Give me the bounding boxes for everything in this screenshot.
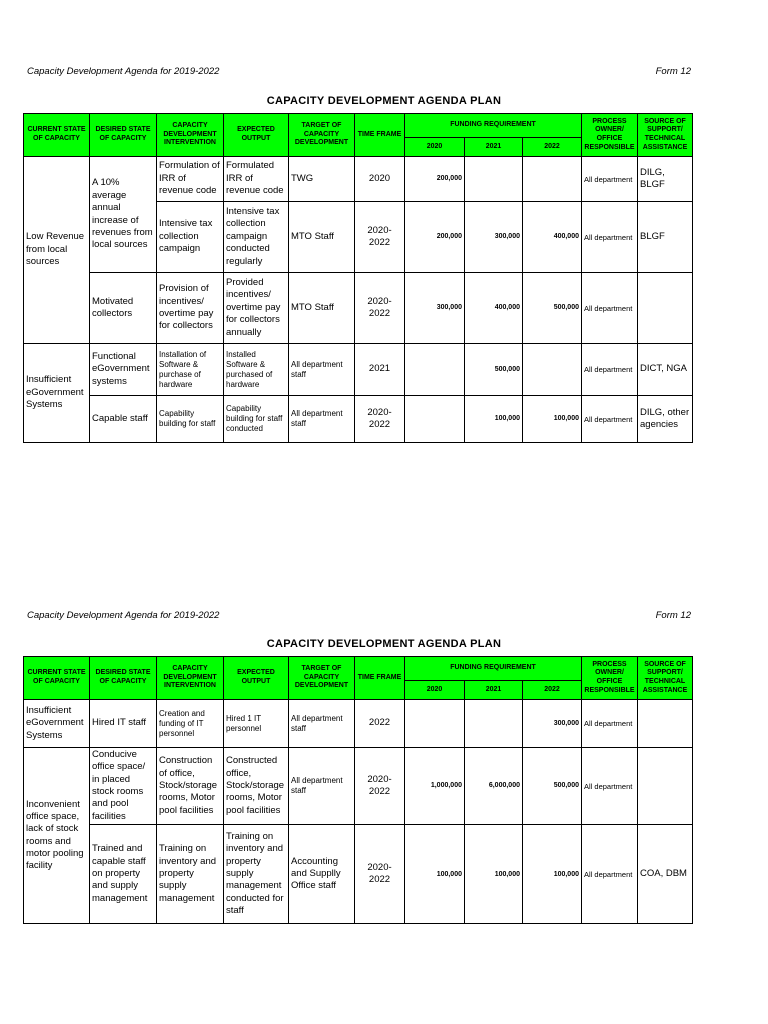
intervention-cell: Capability building for staff bbox=[157, 396, 224, 443]
owner-cell: All department bbox=[582, 273, 638, 344]
desired-state-cell: Hired IT staff bbox=[90, 700, 157, 748]
source-cell bbox=[638, 273, 693, 344]
output-cell: Training on inventory and property supply management conducted for staff bbox=[224, 825, 289, 924]
page-header bbox=[27, 66, 691, 80]
target-cell: MTO Staff bbox=[289, 273, 355, 344]
funding-2021-cell: 400,000 bbox=[465, 273, 523, 344]
funding-2021-cell: 500,000 bbox=[465, 344, 523, 396]
funding-2021-cell: 300,000 bbox=[465, 202, 523, 273]
intervention-cell: Training on inventory and property supply management bbox=[157, 825, 224, 924]
source-cell: DILG, other agencies bbox=[638, 396, 693, 443]
agenda-table bbox=[23, 113, 693, 443]
table-row bbox=[24, 748, 693, 825]
time-frame-cell: 2020 bbox=[355, 157, 405, 202]
col-funding: FUNDING REQUIREMENT bbox=[405, 114, 582, 138]
output-cell: Hired 1 IT personnel bbox=[224, 700, 289, 748]
col-intervention: CAPACITY DEVELOPMENT INTERVENTION bbox=[157, 657, 224, 700]
funding-2022-cell bbox=[523, 157, 582, 202]
col-process-owner: PROCESS OWNER/ OFFICE RESPONSIBLE bbox=[582, 114, 638, 157]
time-frame-cell: 2022 bbox=[355, 700, 405, 748]
col-time-frame: TIME FRAME bbox=[355, 657, 405, 700]
desired-state-cell: Capable staff bbox=[90, 396, 157, 443]
col-intervention: CAPACITY DEVELOPMENT INTERVENTION bbox=[157, 114, 224, 157]
funding-2022-cell: 100,000 bbox=[523, 396, 582, 443]
intervention-cell: Construction of office, Stock/storage rooms, Motor pool facilities bbox=[157, 748, 224, 825]
col-desired-state: DESIRED STATE OF CAPACITY bbox=[90, 114, 157, 157]
time-frame-cell: 2021 bbox=[355, 344, 405, 396]
table-row bbox=[24, 344, 693, 396]
target-cell: Accounting and Supplly Office staff bbox=[289, 825, 355, 924]
desired-state-cell: Conducive office space/ in placed stock rooms and pool facilities bbox=[90, 748, 157, 825]
funding-2021-cell: 6,000,000 bbox=[465, 748, 523, 825]
source-cell: DICT, NGA bbox=[638, 344, 693, 396]
agenda-table bbox=[23, 656, 693, 924]
table-row bbox=[24, 700, 693, 748]
funding-2021-cell bbox=[465, 157, 523, 202]
time-frame-cell: 2020-2022 bbox=[355, 273, 405, 344]
owner-cell: All department bbox=[582, 700, 638, 748]
owner-cell: All department bbox=[582, 344, 638, 396]
source-cell: BLGF bbox=[638, 202, 693, 273]
col-source: SOURCE OF SUPPORT/ TECHNICAL ASSISTANCE bbox=[638, 657, 693, 700]
col-funding: FUNDING REQUIREMENT bbox=[405, 657, 582, 681]
current-state-cell: Inconvenient office space, lack of stock rooms and motor pooling facility bbox=[24, 748, 90, 924]
col-time-frame: TIME FRAME bbox=[355, 114, 405, 157]
table-row bbox=[24, 396, 693, 443]
output-cell: Constructed office, Stock/storage rooms, Motor pool facilities bbox=[224, 748, 289, 825]
funding-2020-cell bbox=[405, 344, 465, 396]
owner-cell: All department bbox=[582, 202, 638, 273]
form-number: Form 12 bbox=[655, 66, 691, 77]
target-cell: All department staff bbox=[289, 344, 355, 396]
col-year-2021: 2021 bbox=[465, 681, 523, 700]
time-frame-cell: 2020-2022 bbox=[355, 202, 405, 273]
form-number: Form 12 bbox=[655, 610, 691, 621]
time-frame-cell: 2020-2022 bbox=[355, 825, 405, 924]
funding-2021-cell bbox=[465, 700, 523, 748]
table-row bbox=[24, 273, 693, 344]
funding-2022-cell: 100,000 bbox=[523, 825, 582, 924]
col-current-state: CURRENT STATE OF CAPACITY bbox=[24, 657, 90, 700]
page-header bbox=[27, 610, 691, 624]
funding-2020-cell bbox=[405, 700, 465, 748]
col-current-state: CURRENT STATE OF CAPACITY bbox=[24, 114, 90, 157]
col-target: TARGET OF CAPACITY DEVELOPMENT bbox=[289, 114, 355, 157]
source-cell bbox=[638, 700, 693, 748]
time-frame-cell: 2020-2022 bbox=[355, 396, 405, 443]
target-cell: MTO Staff bbox=[289, 202, 355, 273]
intervention-cell: Installation of Software & purchase of hardware bbox=[157, 344, 224, 396]
funding-2021-cell: 100,000 bbox=[465, 396, 523, 443]
funding-2020-cell: 100,000 bbox=[405, 825, 465, 924]
current-state-cell: Insufficient eGovernment Systems bbox=[24, 344, 90, 443]
desired-state-cell: Functional eGovernment systems bbox=[90, 344, 157, 396]
source-cell: DILG, BLGF bbox=[638, 157, 693, 202]
owner-cell: All department bbox=[582, 396, 638, 443]
col-year-2022: 2022 bbox=[523, 138, 582, 157]
owner-cell: All department bbox=[582, 157, 638, 202]
intervention-cell: Provision of incentives/ overtime pay for collectors bbox=[157, 273, 224, 344]
col-expected-output: EXPECTED OUTPUT bbox=[224, 114, 289, 157]
col-expected-output: EXPECTED OUTPUT bbox=[224, 657, 289, 700]
output-cell: Installed Software & purchased of hardware bbox=[224, 344, 289, 396]
current-state-cell: Low Revenue from local sources bbox=[24, 157, 90, 344]
funding-2022-cell bbox=[523, 344, 582, 396]
current-state-cell: Insufficient eGovernment Systems bbox=[24, 700, 90, 748]
col-source: SOURCE OF SUPPORT/ TECHNICAL ASSISTANCE bbox=[638, 114, 693, 157]
funding-2022-cell: 500,000 bbox=[523, 273, 582, 344]
output-cell: Intensive tax collection campaign conducted regularly bbox=[224, 202, 289, 273]
funding-2022-cell: 500,000 bbox=[523, 748, 582, 825]
owner-cell: All department bbox=[582, 748, 638, 825]
funding-2020-cell: 1,000,000 bbox=[405, 748, 465, 825]
source-cell: COA, DBM bbox=[638, 825, 693, 924]
intervention-cell: Creation and funding of IT personnel bbox=[157, 700, 224, 748]
output-cell: Formulated IRR of revenue code bbox=[224, 157, 289, 202]
document-subtitle: Capacity Development Agenda for 2019-2022 bbox=[27, 610, 220, 621]
funding-2020-cell: 200,000 bbox=[405, 202, 465, 273]
funding-2020-cell: 200,000 bbox=[405, 157, 465, 202]
target-cell: TWG bbox=[289, 157, 355, 202]
owner-cell: All department bbox=[582, 825, 638, 924]
col-year-2020: 2020 bbox=[405, 681, 465, 700]
time-frame-cell: 2020-2022 bbox=[355, 748, 405, 825]
funding-2020-cell bbox=[405, 396, 465, 443]
intervention-cell: Intensive tax collection campaign bbox=[157, 202, 224, 273]
funding-2020-cell: 300,000 bbox=[405, 273, 465, 344]
funding-2022-cell: 300,000 bbox=[523, 700, 582, 748]
document-subtitle: Capacity Development Agenda for 2019-2022 bbox=[27, 66, 220, 77]
output-cell: Provided incentives/ overtime pay for collectors annually bbox=[224, 273, 289, 344]
desired-state-cell: A 10% average annual increase of revenues from local sources bbox=[90, 157, 157, 273]
desired-state-cell: Trained and capable staff on property and supply management bbox=[90, 825, 157, 924]
col-target: TARGET OF CAPACITY DEVELOPMENT bbox=[289, 657, 355, 700]
table-row bbox=[24, 825, 693, 924]
source-cell bbox=[638, 748, 693, 825]
col-process-owner: PROCESS OWNER/ OFFICE RESPONSIBLE bbox=[582, 657, 638, 700]
output-cell: Capability building for staff conducted bbox=[224, 396, 289, 443]
desired-state-cell: Motivated collectors bbox=[90, 273, 157, 344]
plan-title: CAPACITY DEVELOPMENT AGENDA PLAN bbox=[266, 638, 502, 650]
target-cell: All department staff bbox=[289, 396, 355, 443]
col-desired-state: DESIRED STATE OF CAPACITY bbox=[90, 657, 157, 700]
funding-2022-cell: 400,000 bbox=[523, 202, 582, 273]
target-cell: All department staff bbox=[289, 748, 355, 825]
target-cell: All department staff bbox=[289, 700, 355, 748]
col-year-2020: 2020 bbox=[405, 138, 465, 157]
funding-2021-cell: 100,000 bbox=[465, 825, 523, 924]
col-year-2021: 2021 bbox=[465, 138, 523, 157]
table-row bbox=[24, 157, 693, 202]
intervention-cell: Formulation of IRR of revenue code bbox=[157, 157, 224, 202]
plan-title: CAPACITY DEVELOPMENT AGENDA PLAN bbox=[266, 95, 502, 107]
col-year-2022: 2022 bbox=[523, 681, 582, 700]
